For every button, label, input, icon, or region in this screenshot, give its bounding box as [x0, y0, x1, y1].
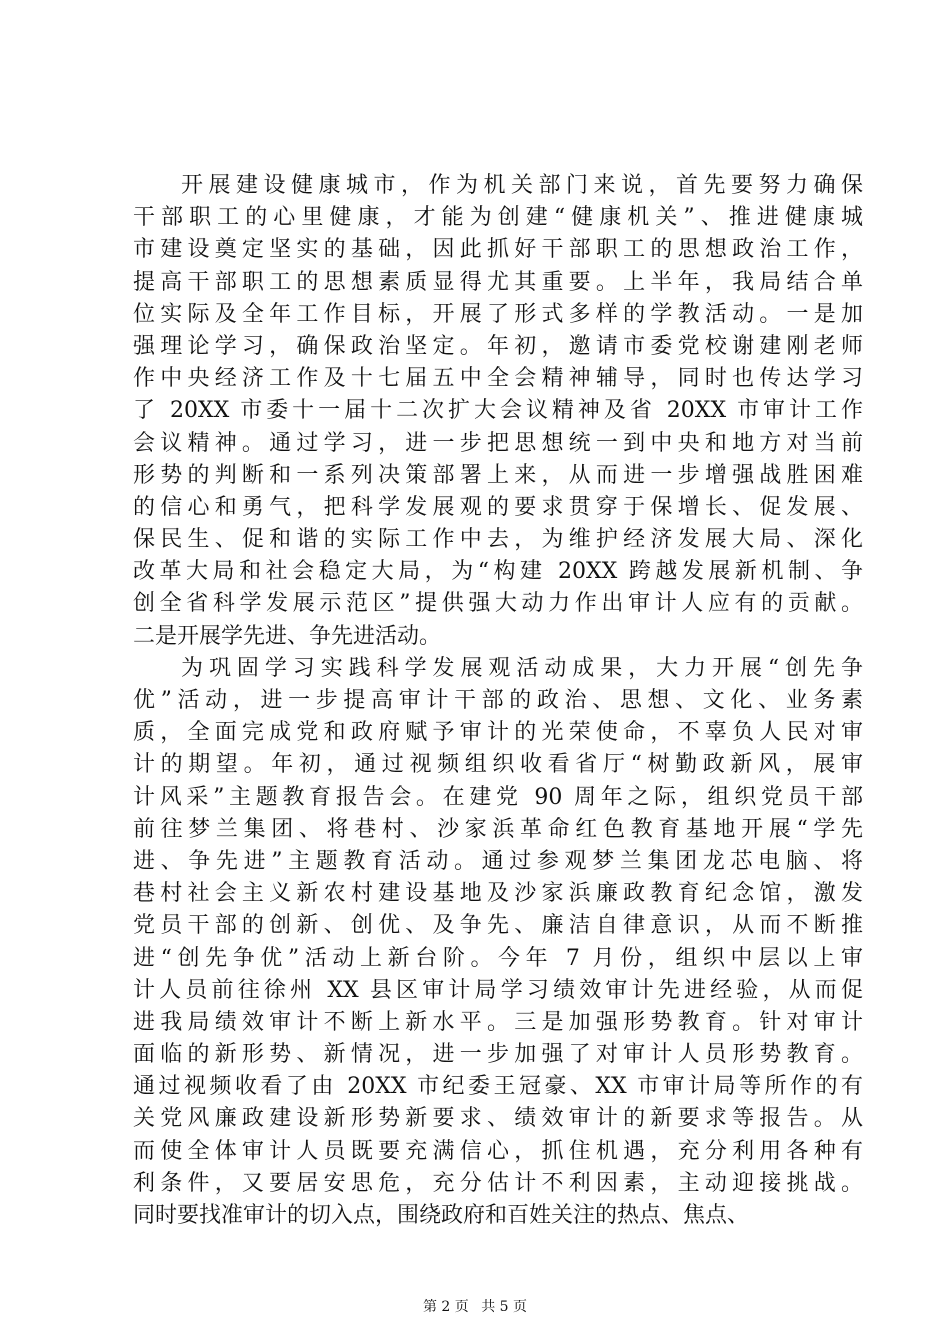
text-line: 计的期望。年初，通过视频组织收看省厅“树勤政新风，展审 — [133, 752, 863, 778]
text-line: 为巩固学习实践科学发展观活动成果，大力开展“创先争 — [181, 655, 863, 681]
text-line: 计人员前往徐州 XX 县区审计局学习绩效审计先进经验，从而促 — [133, 977, 863, 1003]
text-line: 二是开展学先进、争先进活动。 — [133, 623, 442, 649]
text-line: 作中央经济工作及十七届五中全会精神辅导，同时也传达学习 — [133, 366, 863, 392]
text-line: 创全省科学发展示范区”提供强大动力作出审计人应有的贡献。 — [133, 591, 863, 617]
text-line: 面临的新形势、新情况，进一步加强了对审计人员形势教育。 — [133, 1042, 863, 1068]
text-line: 党员干部的创新、创优、及争先、廉洁自律意识，从而不断推 — [133, 913, 863, 939]
text-line: 巷村社会主义新农村建设基地及沙家浜廉政教育纪念馆，激发 — [133, 881, 863, 907]
text-line: 保民生、促和谐的实际工作中去，为维护经济发展大局、深化 — [133, 527, 863, 553]
text-line: 进我局绩效审计不断上新水平。三是加强形势教育。针对审计 — [133, 1009, 863, 1035]
paragraph — [133, 653, 863, 1232]
page-footer — [0, 1297, 950, 1317]
text-line: 通过视频收看了由 20XX 市纪委王冠豪、XX 市审计局等所作的有 — [133, 1074, 863, 1100]
paragraph — [133, 170, 863, 653]
text-line: 利条件，又要居安思危，充分估计不利因素，主动迎接挑战。 — [133, 1170, 863, 1196]
text-line: 进、争先进”主题教育活动。通过参观梦兰集团龙芯电脑、将 — [133, 848, 863, 874]
text-line: 形势的判断和一系列决策部署上来，从而进一步增强战胜困难 — [133, 462, 863, 488]
text-line: 会议精神。通过学习，进一步把思想统一到中央和地方对当前 — [133, 430, 863, 456]
text-line: 的信心和勇气，把科学发展观的要求贯穿于保增长、促发展、 — [133, 494, 863, 520]
text-line: 计风采”主题教育报告会。在建党 90 周年之际，组织党员干部 — [133, 784, 863, 810]
text-line: 质，全面完成党和政府赋予审计的光荣使命，不辜负人民对审 — [133, 720, 863, 746]
text-line: 提高干部职工的思想素质显得尤其重要。上半年，我局结合单 — [133, 269, 863, 295]
text-line: 同时要找准审计的切入点，围绕政府和百姓关注的热点、焦点、 — [133, 1203, 750, 1228]
text-line: 了 20XX 市委十一届十二次扩大会议精神及省 20XX 市审计工作 — [133, 398, 863, 424]
text-line: 市建设奠定坚实的基础，因此抓好干部职工的思想政治工作， — [133, 237, 863, 263]
text-line: 优”活动，进一步提高审计干部的政治、思想、文化、业务素 — [133, 688, 863, 713]
text-line: 位实际及全年工作目标，开展了形式多样的学教活动。一是加 — [133, 301, 863, 327]
page-total: 共 5 页 — [481, 1299, 528, 1315]
text-line: 强理论学习，确保政治坚定。年初，邀请市委党校谢建刚老师 — [133, 333, 863, 359]
text-line: 前往梦兰集团、将巷村、沙家浜革命红色教育基地开展“学先 — [133, 816, 863, 842]
text-line: 改革大局和社会稳定大局，为“构建 20XX 跨越发展新机制、争 — [133, 559, 863, 585]
text-line: 关党风廉政建设新形势新要求、绩效审计的新要求等报告。从 — [133, 1106, 863, 1132]
text-line: 而使全体审计人员既要充满信心，抓住机遇，充分利用各种有 — [133, 1138, 863, 1164]
page-number: 第 2 页 — [422, 1299, 469, 1315]
text-line: 开展建设健康城市，作为机关部门来说，首先要努力确保 — [181, 173, 863, 198]
text-line: 干部职工的心里健康，才能为创建“健康机关”、推进健康城 — [133, 205, 863, 231]
document-body — [133, 170, 863, 1232]
text-line: 进“创先争优”活动上新台阶。今年 7 月份，组织中层以上审 — [133, 945, 863, 971]
